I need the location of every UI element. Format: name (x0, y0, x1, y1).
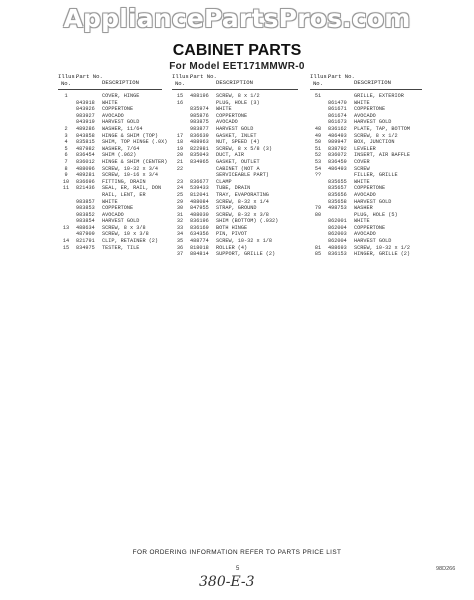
part-number: 634356 (190, 231, 209, 238)
part-number: 983854 (76, 218, 95, 225)
parts-row (310, 93, 422, 100)
parts-row (310, 251, 422, 258)
part-number: 861673 (328, 119, 347, 126)
part-description: WASHER, 11/64 (102, 125, 143, 132)
illus-number: 16 (176, 99, 184, 106)
part-description: WHITE (216, 106, 232, 113)
header-description: DESCRIPTION (102, 79, 139, 86)
parts-rows (172, 93, 298, 258)
part-number: 862004 (328, 238, 347, 245)
part-description: COPPERTONE (102, 205, 134, 212)
illus-number: 30 (176, 205, 184, 212)
parts-row (172, 212, 298, 219)
parts-row (172, 205, 298, 212)
part-description: SCREW (354, 165, 370, 172)
part-number: 862004 (328, 224, 347, 231)
part-number: 836162 (328, 125, 347, 132)
parts-row (58, 172, 162, 179)
parts-row (58, 231, 162, 238)
illus-number: 36 (176, 244, 184, 251)
parts-row (310, 126, 422, 133)
parts-row (58, 245, 162, 252)
illus-number: 85 (314, 251, 322, 258)
part-number: 862003 (328, 231, 347, 238)
part-description: COPPERTONE (354, 185, 386, 192)
parts-row (172, 218, 298, 225)
part-description: WHITE (102, 198, 118, 205)
illus-number: 9 (64, 172, 68, 179)
part-description: WASHER (354, 205, 373, 212)
illus-number: 29 (176, 198, 184, 205)
column-header (58, 74, 162, 90)
illus-number: 11 (62, 185, 70, 192)
parts-row (172, 100, 298, 107)
part-description: FILLER, GRILLE (354, 172, 398, 179)
header-illus: Illus. No. (58, 73, 79, 87)
part-description: SUPPORT, GRILLE (2) (216, 251, 276, 258)
illus-number: 20 (176, 152, 184, 159)
illus-number: 51 (314, 93, 322, 99)
part-number: 983852 (76, 211, 95, 218)
parts-row (172, 172, 298, 179)
part-number: 488196 (190, 93, 209, 99)
part-number: 488963 (190, 139, 209, 146)
part-number: 835655 (328, 178, 347, 185)
header-illus: Illus. No. (310, 73, 331, 87)
part-description: BOTH HINGE (216, 224, 248, 231)
part-description: SCREW, 8 x 5/8 (3) (216, 145, 273, 152)
illus-number: 31 (176, 211, 184, 218)
parts-row (58, 146, 162, 153)
part-number: 835657 (328, 185, 347, 192)
part-description: WHITE (102, 99, 118, 106)
part-number: 835815 (76, 139, 95, 146)
part-number: 836196 (190, 218, 209, 225)
illus-number: 51 (314, 145, 322, 152)
part-description: DUCT, AIR (216, 152, 245, 159)
part-description: SCREW, 10-16 x 3/4 (102, 172, 159, 179)
part-description: HINGE & SHIM (TOP) (102, 132, 159, 139)
illus-number: 80 (314, 211, 322, 218)
ordering-footer: FOR ORDERING INFORMATION REFER TO PARTS PRICE LIST (132, 549, 342, 556)
part-description: CLAMP (216, 178, 232, 185)
illus-number: 23 (176, 178, 184, 185)
part-description: INSERT, AIR BAFFLE (354, 152, 411, 159)
parts-row (58, 152, 162, 159)
parts-row (58, 119, 162, 126)
part-number: 488693 (328, 244, 347, 251)
part-number: 836072 (328, 152, 347, 159)
part-description: TUBE, DRAIN (216, 185, 251, 192)
part-description: BOX, JUNCTION (354, 139, 395, 146)
header-description: DESCRIPTION (216, 79, 253, 86)
part-description: SCREW, 8 x 1/2 (354, 132, 398, 139)
part-number: 985876 (190, 112, 209, 119)
parts-row (172, 251, 298, 258)
part-number: 489286 (76, 125, 95, 132)
parts-row (310, 133, 422, 140)
parts-row (58, 166, 162, 173)
part-number: 884814 (190, 251, 209, 258)
parts-row (172, 225, 298, 232)
parts-row (58, 126, 162, 133)
parts-row (172, 133, 298, 140)
part-number: 983853 (76, 205, 95, 212)
parts-row (310, 205, 422, 212)
part-number: 835974 (190, 106, 209, 113)
illus-number: 52 (314, 152, 322, 159)
part-description: TRAY, EVAPORATING (216, 191, 269, 198)
illus-number: 5 (64, 145, 68, 152)
part-number: 838792 (328, 145, 347, 152)
parts-row (310, 225, 422, 232)
parts-row (310, 218, 422, 225)
parts-row (172, 126, 298, 133)
parts-column-3 (310, 74, 422, 258)
illus-number: 37 (176, 251, 184, 258)
part-description: AVOCADO (354, 112, 376, 119)
document-id: 98D266 (436, 566, 456, 572)
illus-number: 25 (176, 191, 184, 198)
parts-row (58, 218, 162, 225)
parts-row (172, 119, 298, 126)
parts-row (310, 238, 422, 245)
illus-number: 18 (176, 139, 184, 146)
part-description: HARVEST GOLD (102, 218, 140, 225)
part-description: SCREW, 8-32 x 1/4 (216, 198, 269, 205)
part-description: HINGER, GRILLE (2) (354, 251, 411, 258)
parts-row (310, 113, 422, 120)
parts-column-1 (58, 73, 168, 251)
part-number: 818018 (190, 244, 209, 251)
part-number: 843918 (76, 99, 95, 106)
illus-number: 81 (314, 244, 322, 251)
parts-row (310, 146, 422, 153)
part-number: 487982 (76, 145, 95, 152)
illus-number: 6 (64, 152, 68, 159)
part-description: COVER, HINGE (102, 93, 140, 99)
page-title: CABINET PARTS (172, 42, 302, 59)
column-header (172, 74, 298, 90)
part-description: RAIL, LENT, ER (102, 191, 146, 198)
part-number: 486493 (328, 132, 347, 139)
part-number: 983875 (190, 119, 209, 126)
part-description: SHIM (BOTTOM) (.032) (216, 218, 279, 225)
illus-number: 15 (62, 244, 70, 251)
part-number: 486493 (328, 165, 347, 172)
part-description: SEAL, ER, RAIL, DON (102, 185, 162, 192)
illus-number: 14 (62, 238, 70, 245)
parts-row (172, 245, 298, 252)
illus-number: 35 (176, 238, 184, 245)
part-number: 488096 (76, 165, 95, 172)
illus-number: 50 (314, 139, 322, 146)
part-description: HARVEST GOLD (354, 119, 392, 126)
part-number: 836454 (76, 152, 95, 159)
part-description: HARVEST GOLD (216, 125, 254, 132)
parts-row (58, 225, 162, 232)
part-description: SCREW, 8-32 x 3/8 (216, 211, 269, 218)
part-number: 983877 (190, 125, 209, 132)
part-description: ROLLER (4) (216, 244, 248, 251)
parts-row (310, 199, 422, 206)
header-description: DESCRIPTION (354, 79, 391, 86)
part-number: 862001 (328, 218, 347, 225)
part-description: HARVEST GOLD (354, 238, 392, 245)
part-description: GASKET, OUTLET (216, 158, 260, 165)
part-number: 861674 (328, 112, 347, 119)
parts-row (58, 199, 162, 206)
part-description: SCREW, 10-32 x 1/8 (216, 238, 273, 245)
parts-row (310, 166, 422, 173)
part-description: SCREW, 10-32 x 1/2 (354, 244, 411, 251)
header-part: Part No. (328, 73, 355, 80)
part-number: 834975 (76, 244, 95, 251)
part-number: 822981 (190, 145, 209, 152)
parts-row (172, 113, 298, 120)
parts-row (172, 179, 298, 186)
parts-row (310, 179, 422, 186)
parts-row (58, 113, 162, 120)
parts-row (58, 106, 162, 113)
parts-row (172, 139, 298, 146)
parts-row (310, 231, 422, 238)
part-number: 488030 (190, 211, 209, 218)
page-number: 5 (236, 566, 240, 572)
parts-row (172, 192, 298, 199)
parts-row (172, 185, 298, 192)
part-description: GRILLE, EXTERIOR (354, 93, 404, 99)
part-number: 487909 (76, 231, 95, 238)
part-description: COVER (354, 158, 370, 165)
part-number: 835043 (190, 152, 209, 159)
illus-number: 24 (176, 185, 184, 192)
part-description: CABINET (NOT A (216, 165, 260, 172)
parts-column-2 (172, 74, 298, 258)
parts-row (58, 93, 162, 100)
part-description: SCREW, 10-32 x 3/4 (102, 165, 159, 172)
illus-number: 54 (314, 165, 322, 172)
part-number: 488774 (190, 238, 209, 245)
part-number: 488084 (190, 198, 209, 205)
illus-number: 19 (176, 145, 184, 152)
part-number: 989947 (328, 139, 347, 146)
parts-row (58, 179, 162, 186)
parts-row (172, 166, 298, 173)
part-description: AVOCADO (102, 211, 124, 218)
part-number: 836696 (76, 178, 95, 185)
part-number: 861470 (328, 99, 347, 106)
part-description: PIN, PIVOT (216, 231, 248, 238)
illus-number: 33 (176, 224, 184, 231)
part-number: 489281 (76, 172, 95, 179)
parts-row (172, 152, 298, 159)
header-part: Part No. (76, 73, 103, 80)
part-description: HARVEST GOLD (354, 198, 392, 205)
part-number: 843858 (76, 132, 95, 139)
parts-row (58, 100, 162, 107)
parts-row (172, 199, 298, 206)
illus-number: 2 (64, 125, 68, 132)
part-number: 835656 (328, 191, 347, 198)
illus-number: 4 (64, 139, 68, 146)
parts-row (310, 192, 422, 199)
part-description: WHITE (354, 178, 370, 185)
parts-row (58, 158, 168, 166)
part-description: SERVICEABLE PART) (216, 172, 269, 179)
header-part: Part No. (190, 73, 217, 80)
illus-number: 1 (64, 93, 68, 99)
illus-number: 79 (314, 205, 322, 212)
parts-row (310, 152, 422, 159)
part-description: SHIM (.062) (102, 152, 137, 159)
part-description: AVOCADO (354, 231, 376, 238)
illus-number: 48 (314, 125, 322, 132)
illus-number: 13 (62, 224, 70, 231)
part-number: 843919 (76, 119, 95, 126)
part-number: 488634 (76, 224, 95, 231)
part-number: 836459 (328, 158, 347, 165)
part-description: HINGE & SHIM (CENTER) (102, 158, 168, 165)
illus-number: 17 (176, 132, 184, 139)
parts-row (172, 238, 298, 245)
part-number: 983927 (76, 112, 95, 119)
parts-row (310, 212, 422, 219)
part-description: GASKET, INLET (216, 132, 257, 139)
parts-row (310, 245, 422, 252)
part-number: 539433 (190, 185, 209, 192)
part-description: AVOCADO (216, 119, 238, 126)
part-description: LEVELER (354, 145, 376, 152)
part-description: TESTER, TILE (102, 244, 140, 251)
part-description: HARVEST GOLD (102, 119, 140, 126)
parts-row (310, 106, 422, 113)
parts-row (172, 231, 298, 238)
part-number: 836169 (190, 224, 209, 231)
part-number: 821436 (76, 185, 95, 192)
part-description: WHITE (354, 99, 370, 106)
illus-number: 34 (176, 231, 184, 238)
parts-row (58, 205, 162, 212)
parts-row (58, 238, 162, 245)
parts-row (310, 185, 422, 192)
part-description: COPPERTONE (354, 224, 386, 231)
part-description: PLATE, TAP, BOTTOM (354, 125, 411, 132)
part-description: PLUG, HOLE (5) (354, 211, 398, 218)
parts-row (172, 106, 298, 113)
part-number: 836153 (328, 251, 347, 258)
part-description: AVOCADO (102, 112, 124, 119)
part-number: 847955 (190, 205, 209, 212)
illus-number: 8 (64, 165, 68, 172)
part-description: COPPERTONE (102, 106, 134, 113)
part-description: AVOCADO (354, 191, 376, 198)
part-description: NUT, SPEED (4) (216, 139, 260, 146)
part-number: 498753 (328, 205, 347, 212)
parts-row (310, 139, 422, 146)
part-number: 843926 (76, 106, 95, 113)
header-illus: Illus. No. (172, 73, 193, 87)
illus-number: 7 (64, 158, 68, 165)
part-number: 834965 (190, 158, 209, 165)
part-number: 812041 (190, 191, 209, 198)
part-number: 983857 (76, 198, 95, 205)
parts-row (310, 119, 422, 126)
part-description: PLUG, HOLE (3) (216, 99, 260, 106)
illus-number: ?? (314, 172, 322, 179)
parts-row (58, 192, 162, 199)
parts-row (58, 139, 168, 146)
illus-number: 49 (314, 132, 322, 139)
part-number: 836639 (190, 132, 209, 139)
parts-rows (310, 93, 422, 258)
part-description: FITTING, DRAIN (102, 178, 146, 185)
illus-number: 53 (314, 158, 322, 165)
part-description: CLIP, RETAINER (2) (102, 238, 159, 245)
illus-number: 32 (176, 218, 184, 225)
illus-number: 22 (176, 165, 184, 172)
part-description: WASHER, 7/64 (102, 145, 140, 152)
part-number: 861671 (328, 106, 347, 113)
illus-number: 10 (62, 178, 70, 185)
parts-rows (58, 93, 168, 251)
illus-number: 21 (176, 158, 184, 165)
watermark: AppliancePartsPros.com (63, 4, 411, 33)
part-description: SHIM, TOP HINGE (.0X) (102, 139, 168, 146)
part-number: 836012 (76, 158, 95, 165)
handwritten-note: 380-E-3 (199, 574, 255, 590)
part-description: SCREW, 10 x 3/8 (102, 231, 149, 238)
part-description: SCREW, 8 x 3/8 (102, 224, 146, 231)
part-number: 835658 (328, 198, 347, 205)
parts-row (310, 172, 422, 179)
parts-row (172, 159, 298, 166)
parts-row (172, 93, 298, 100)
parts-row (310, 159, 422, 166)
part-description: WHITE (354, 218, 370, 225)
part-description: STRAP, GROUND (216, 205, 257, 212)
parts-row (310, 100, 422, 107)
parts-row (58, 212, 162, 219)
illus-number: 15 (176, 93, 184, 99)
part-description: SCREW, 8 x 1/2 (216, 93, 260, 99)
model-subtitle: For Model EET171MMWR-0 (169, 61, 305, 72)
parts-row (172, 146, 298, 153)
parts-row (58, 185, 162, 192)
part-number: 836677 (190, 178, 209, 185)
part-description: COPPERTONE (354, 106, 386, 113)
column-header (310, 74, 422, 90)
parts-row (58, 133, 162, 140)
illus-number: 3 (64, 132, 68, 139)
part-description: COPPERTONE (216, 112, 248, 119)
part-number: 821791 (76, 238, 95, 245)
